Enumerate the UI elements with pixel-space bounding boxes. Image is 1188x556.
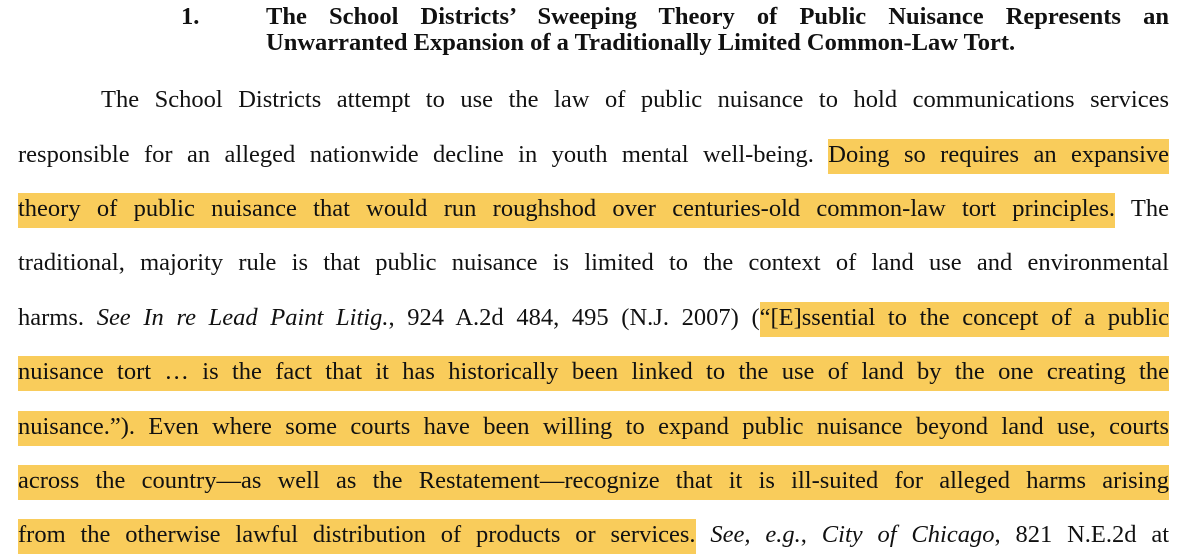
text-run	[18, 511, 1169, 556]
highlighted-text: theory of public nuisance that would run roughshod over centuries-old common-law tort principles.	[18, 193, 1115, 228]
paragraph-line-9	[18, 508, 1169, 556]
paragraph-line-5	[18, 291, 1169, 345]
case-citation: See In re Lead Paint Litig.	[96, 303, 389, 331]
body-paragraph	[18, 73, 1169, 556]
section-title	[266, 4, 1169, 56]
case-name-citation: City of Chicago	[821, 521, 995, 549]
text-run	[18, 348, 1169, 396]
paragraph-line-2	[18, 127, 1169, 181]
text-run-plain: harms.	[18, 303, 84, 331]
text-run	[18, 457, 1169, 505]
paragraph-line-7	[18, 399, 1169, 453]
text-run	[18, 403, 1169, 451]
text-run: traditional, majority rule is that public nuisance is limited to the context of land use and environmental	[18, 249, 1169, 277]
highlighted-text: Doing so requires an expansive	[828, 139, 1169, 174]
highlighted-text: from the otherwise lawful distribution of products or services.	[18, 519, 696, 554]
text-run	[18, 185, 1169, 233]
paragraph-line-6	[18, 345, 1169, 399]
text-run-plain: The	[1130, 194, 1169, 222]
paragraph-line-3	[18, 182, 1169, 236]
paragraph-line-4	[18, 236, 1169, 290]
text-run	[18, 131, 1169, 179]
citation-details: , 821 N.E.2d at	[994, 521, 1169, 549]
highlighted-text: nuisance.”). Even where some courts have been willing to expand public nuisance beyond land use, courts	[18, 411, 1169, 446]
citation-details: , 924 A.2d 484, 495 (N.J. 2007) (	[388, 303, 760, 331]
section-title-line-1: The School Districts’ Sweeping Theory of Public Nuisance Represents an	[266, 3, 1169, 30]
section-title-line-2: Unwarranted Expansion of a Traditionally Limited Common-Law Tort.	[266, 29, 1016, 56]
citation-separator: ,	[800, 521, 822, 549]
text-run-plain: responsible for an alleged nationwide decline in youth mental well-being.	[18, 140, 814, 168]
section-number: 1.	[181, 3, 200, 30]
paragraph-line-1	[18, 73, 1169, 127]
text-run	[18, 294, 1169, 342]
signal-citation: See, e.g.	[710, 521, 801, 549]
highlighted-text: nuisance tort … is the fact that it has historically been linked to the use of land by the one creating the	[18, 356, 1169, 391]
highlighted-text: “[E]ssential to the concept of a public	[760, 302, 1169, 337]
highlighted-text: across the country—as well as the Restatement—recognize that it is ill-suited for alleged harms arising	[18, 465, 1169, 500]
paragraph-line-8	[18, 454, 1169, 508]
text-run: The School Districts attempt to use the law of public nuisance to hold communications services	[101, 86, 1169, 114]
